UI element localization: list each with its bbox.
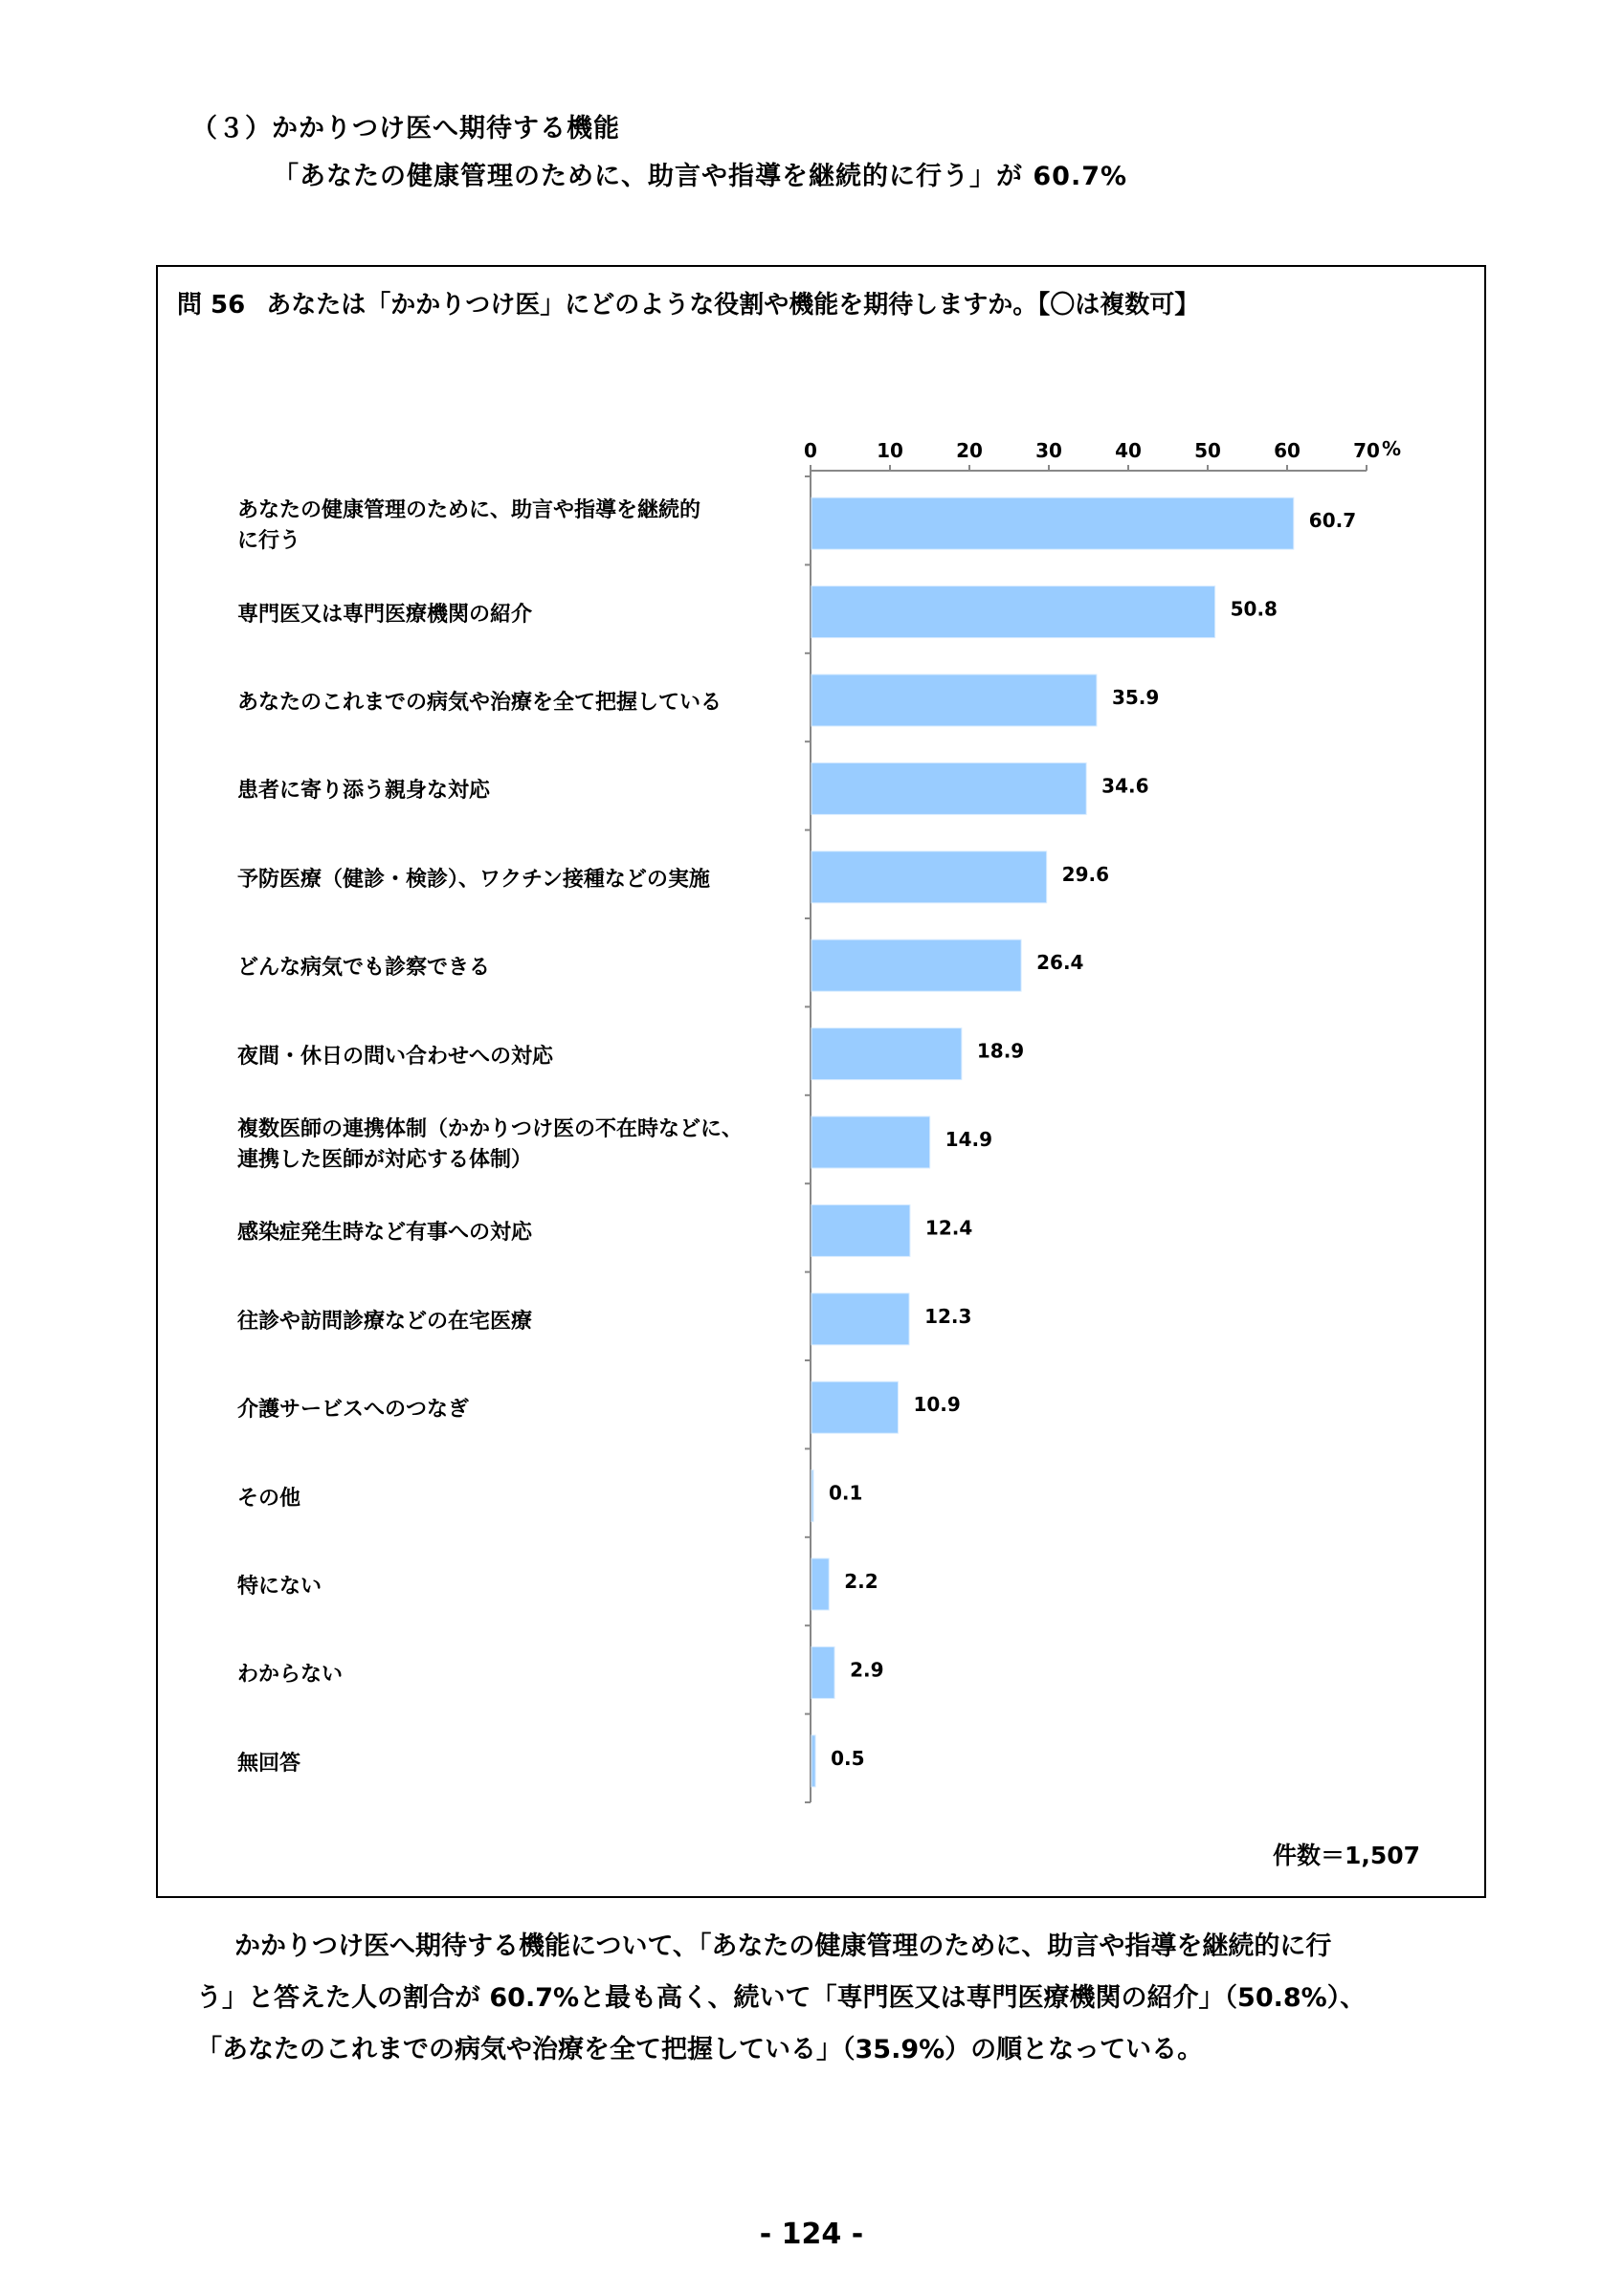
page-number: - 124 - <box>759 2218 864 2251</box>
x-tick-label: 60 <box>1274 439 1301 462</box>
category-label-line: どんな病気でも診察できる <box>237 956 491 981</box>
bar <box>812 762 1086 814</box>
summary-paragraph <box>196 1921 1459 2076</box>
bar <box>812 1470 813 1522</box>
data-label: 0.5 <box>831 1746 865 1770</box>
summary-line: う」と答えた人の割合が 60.7%と最も高く、続いて「専門医又は専門医療機関の紹介」（50.8%）、 <box>196 1983 1367 2013</box>
data-label: 50.8 <box>1230 597 1278 621</box>
section-heading: （３）かかりつけ医へ期待する機能 <box>191 114 620 144</box>
data-label: 35.9 <box>1111 686 1160 709</box>
question-number: 問 56 <box>177 291 246 320</box>
bar <box>812 1116 930 1168</box>
category-label-line: 特にない <box>237 1575 322 1599</box>
x-tick-label: 0 <box>804 439 817 462</box>
category-label-line: あなたの健康管理のために、助言や指導を継続的 <box>237 498 701 523</box>
category-label-line: 予防医療（健診・検診）、ワクチン接種などの実施 <box>237 867 710 892</box>
x-unit-label: % <box>1382 437 1402 460</box>
section-subheading: 「あなたの健康管理のために、助言や指導を継続的に行う」が 60.7% <box>273 162 1128 191</box>
summary-line: 「あなたのこれまでの病気や治療を全て把握している」（35.9%）の順となっている。 <box>196 2035 1204 2064</box>
bar <box>812 1204 910 1256</box>
data-label: 12.4 <box>924 1216 973 1240</box>
category-label-line: 連携した医師が対応する体制） <box>237 1148 533 1172</box>
data-label: 12.3 <box>924 1304 972 1328</box>
data-label: 34.6 <box>1101 774 1149 798</box>
data-label: 2.9 <box>850 1658 884 1682</box>
question-text: あなたは「かかりつけ医」にどのような役割や機能を期待しますか。【〇は複数可】 <box>266 291 1200 320</box>
x-tick-label: 10 <box>877 439 903 462</box>
bar <box>812 939 1021 991</box>
category-label-line: 往診や訪問診療などの在宅医療 <box>237 1309 533 1334</box>
category-label-line: 感染症発生時など有事への対応 <box>237 1221 533 1246</box>
bar <box>812 851 1047 903</box>
category-label-line: わからない <box>237 1663 344 1688</box>
category-label-line: に行う <box>237 529 301 554</box>
bar <box>812 1293 909 1345</box>
x-tick-label: 70 <box>1353 439 1380 462</box>
data-label: 10.9 <box>913 1393 961 1417</box>
x-tick-label: 30 <box>1035 439 1062 462</box>
response-count: 件数＝1,507 <box>1273 1842 1421 1869</box>
category-label-line: 夜間・休日の問い合わせへの対応 <box>237 1044 554 1069</box>
bar <box>812 1735 815 1787</box>
category-label-line: 複数医師の連携体制（かかりつけ医の不在時などに、 <box>237 1117 744 1141</box>
x-tick-label: 20 <box>956 439 983 462</box>
category-label-line: 専門医又は専門医療機関の紹介 <box>237 602 533 627</box>
category-label-line: 患者に寄り添う親身な対応 <box>237 779 491 804</box>
bar <box>812 1381 898 1433</box>
data-label: 60.7 <box>1308 509 1357 533</box>
category-label-line: その他 <box>237 1486 301 1511</box>
x-tick-label: 40 <box>1115 439 1142 462</box>
x-tick-label: 50 <box>1194 439 1221 462</box>
summary-line: かかりつけ医へ期待する機能について、「あなたの健康管理のために、助言や指導を継続的に行 <box>234 1932 1332 1961</box>
data-label: 2.2 <box>844 1570 878 1593</box>
category-label-line: 無回答 <box>237 1751 301 1776</box>
category-label-line: あなたのこれまでの病気や治療を全て把握している <box>237 691 723 715</box>
bar <box>812 674 1097 726</box>
bar <box>812 1646 834 1698</box>
data-label: 26.4 <box>1036 951 1084 975</box>
data-label: 0.1 <box>829 1481 863 1505</box>
bar <box>812 586 1215 638</box>
data-label: 18.9 <box>976 1039 1025 1063</box>
data-label: 14.9 <box>945 1128 993 1151</box>
data-label: 29.6 <box>1061 862 1110 886</box>
category-label-line: 介護サービスへのつなぎ <box>237 1398 470 1423</box>
bar <box>812 497 1294 549</box>
bar <box>812 1558 829 1610</box>
bar <box>812 1028 962 1080</box>
